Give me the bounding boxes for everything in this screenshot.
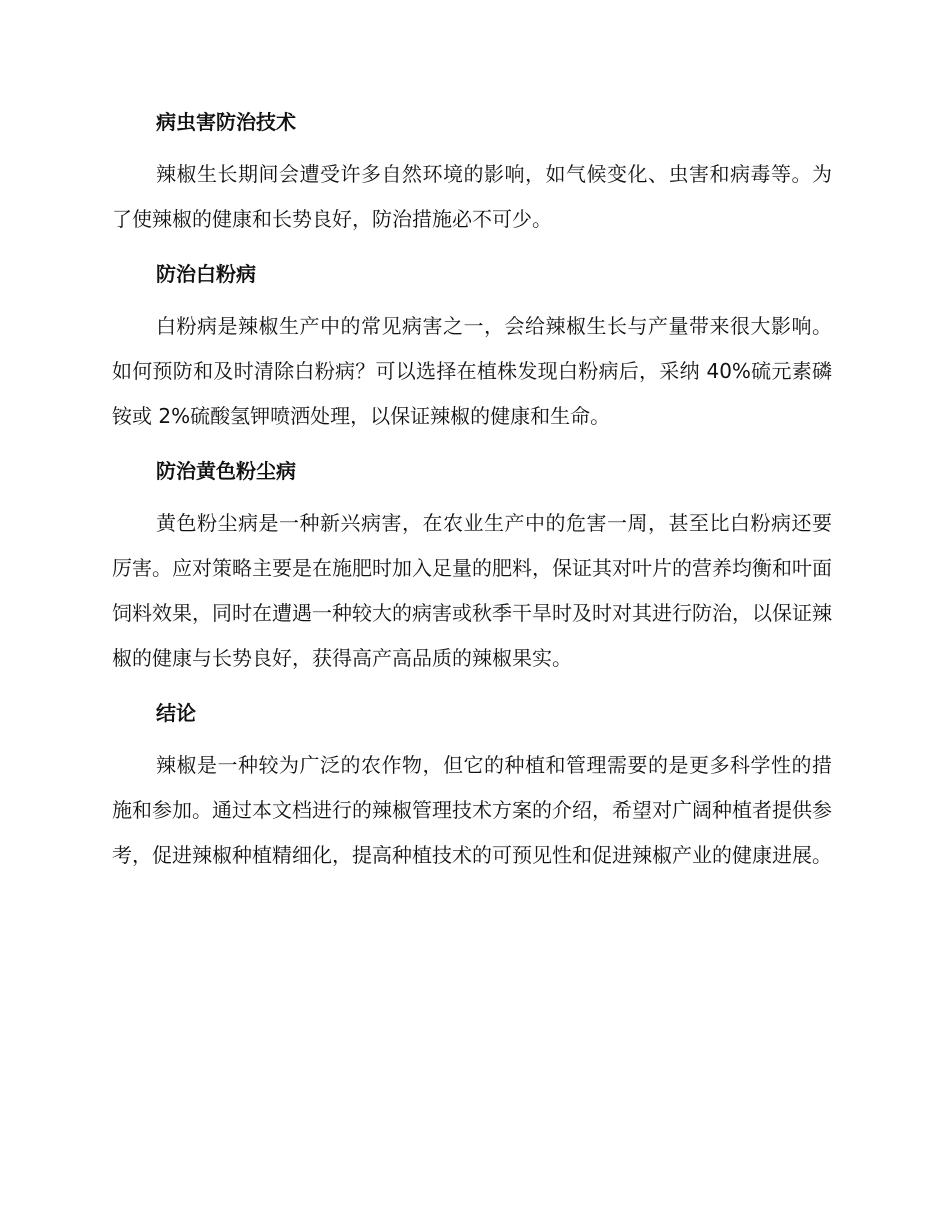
section-heading: 防治白粉病: [156, 262, 256, 286]
section-paragraph: 辣椒是一种较为广泛的农作物，但它的种植和管理需要的是更多科学性的措施和参加。通过本文档进行的辣椒管理技术方案的介绍，希望对广阔种植者提供参考，促进辣椒种植精细化，提高种植技术的可预见性和促进辣椒产业的健康进展。: [112, 753, 832, 867]
document-page: [112, 108, 832, 896]
section-paragraph: 白粉病是辣椒生产中的常见病害之一，会给辣椒生长与产量带来很大影响。如何预防和及时清除白粉病？可以选择在植株发现白粉病后，采纳 40%硫元素磷铵或 2%硫酸氢钾喷洒处理，以保证辣椒的健康和生命。: [112, 314, 832, 428]
section-yellow-dust-disease: [112, 457, 832, 681]
section-powdery-mildew: [112, 260, 832, 439]
section-heading: 病虫害防治技术: [156, 110, 296, 134]
section-pest-control: [112, 108, 832, 242]
section-paragraph: 黄色粉尘病是一种新兴病害，在农业生产中的危害一周，甚至比白粉病还要厉害。应对策略主要是在施肥时加入足量的肥料，保证其对叶片的营养均衡和叶面饲料效果，同时在遭遇一种较大的病害或秋季干旱时及时对其进行防治，以保证辣椒的健康与长势良好，获得高产高品质的辣椒果实。: [112, 511, 832, 670]
section-heading: 防治黄色粉尘病: [156, 459, 296, 483]
section-conclusion: [112, 699, 832, 878]
section-heading: 结论: [156, 701, 196, 725]
section-paragraph: 辣椒生长期间会遭受许多自然环境的影响，如气候变化、虫害和病毒等。为了使辣椒的健康和长势良好，防治措施必不可少。: [112, 162, 832, 231]
